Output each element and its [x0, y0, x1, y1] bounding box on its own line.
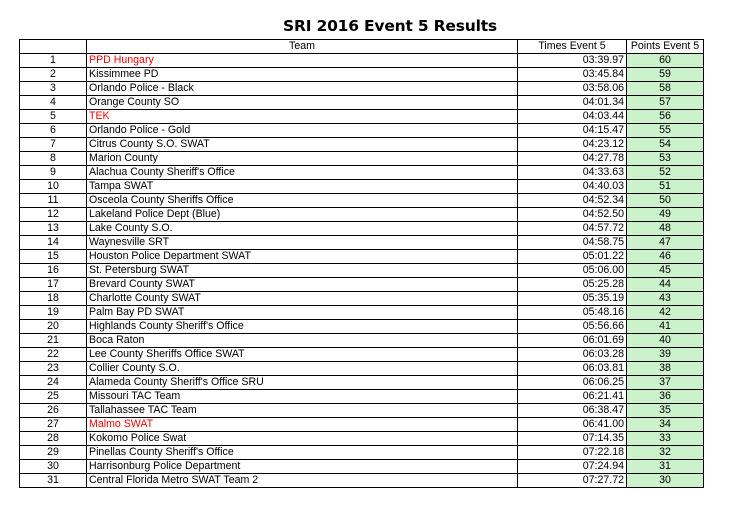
time-cell: 04:03.44 — [518, 110, 627, 124]
table-row — [20, 348, 704, 362]
team-cell: Orlando Police - Gold — [87, 124, 518, 138]
points-cell: 41 — [627, 320, 704, 334]
points-cell: 52 — [627, 166, 704, 180]
table-row — [20, 474, 704, 488]
table-row — [20, 390, 704, 404]
points-cell: 42 — [627, 306, 704, 320]
rank-cell: 14 — [20, 236, 87, 250]
team-cell: Kissimmee PD — [87, 68, 518, 82]
time-cell: 03:58.06 — [518, 82, 627, 96]
rank-cell: 4 — [20, 96, 87, 110]
time-cell: 06:01.69 — [518, 334, 627, 348]
results-body — [20, 54, 704, 488]
team-cell: Central Florida Metro SWAT Team 2 — [87, 474, 518, 488]
points-cell: 38 — [627, 362, 704, 376]
time-cell: 07:24.94 — [518, 460, 627, 474]
rank-cell: 23 — [20, 362, 87, 376]
time-cell: 06:03.81 — [518, 362, 627, 376]
points-cell: 31 — [627, 460, 704, 474]
time-cell: 07:27.72 — [518, 474, 627, 488]
points-cell: 57 — [627, 96, 704, 110]
time-cell: 05:25.28 — [518, 278, 627, 292]
team-cell: Harrisonburg Police Department — [87, 460, 518, 474]
points-cell: 54 — [627, 138, 704, 152]
points-cell: 47 — [627, 236, 704, 250]
rank-cell: 29 — [20, 446, 87, 460]
points-cell: 51 — [627, 180, 704, 194]
points-cell: 49 — [627, 208, 704, 222]
time-cell: 04:57.72 — [518, 222, 627, 236]
results-table — [19, 39, 704, 488]
rank-cell: 18 — [20, 292, 87, 306]
time-cell: 03:45.84 — [518, 68, 627, 82]
rank-cell: 8 — [20, 152, 87, 166]
table-row — [20, 194, 704, 208]
points-cell: 37 — [627, 376, 704, 390]
rank-cell: 28 — [20, 432, 87, 446]
time-cell: 04:01.34 — [518, 96, 627, 110]
table-row — [20, 180, 704, 194]
table-row — [20, 54, 704, 68]
points-cell: 39 — [627, 348, 704, 362]
rank-cell: 20 — [20, 320, 87, 334]
points-cell: 59 — [627, 68, 704, 82]
table-row — [20, 278, 704, 292]
team-cell: PPD Hungary — [87, 54, 518, 68]
team-cell: Lee County Sheriffs Office SWAT — [87, 348, 518, 362]
time-cell: 05:56.66 — [518, 320, 627, 334]
table-row — [20, 166, 704, 180]
rank-cell: 13 — [20, 222, 87, 236]
table-row — [20, 124, 704, 138]
time-cell: 06:21.41 — [518, 390, 627, 404]
team-cell: Brevard County SWAT — [87, 278, 518, 292]
rank-cell: 10 — [20, 180, 87, 194]
team-cell: Tampa SWAT — [87, 180, 518, 194]
rank-cell: 22 — [20, 348, 87, 362]
rank-cell: 16 — [20, 264, 87, 278]
rank-cell: 17 — [20, 278, 87, 292]
table-row — [20, 208, 704, 222]
points-cell: 32 — [627, 446, 704, 460]
rank-cell: 19 — [20, 306, 87, 320]
points-cell: 44 — [627, 278, 704, 292]
table-row — [20, 334, 704, 348]
points-cell: 45 — [627, 264, 704, 278]
time-cell: 05:35.19 — [518, 292, 627, 306]
time-cell: 04:15.47 — [518, 124, 627, 138]
column-header-time: Times Event 5 — [518, 40, 627, 54]
time-cell: 03:39.97 — [518, 54, 627, 68]
team-cell: Lakeland Police Dept (Blue) — [87, 208, 518, 222]
points-cell: 43 — [627, 292, 704, 306]
time-cell: 05:01.22 — [518, 250, 627, 264]
team-cell: Houston Police Department SWAT — [87, 250, 518, 264]
team-cell: Tallahassee TAC Team — [87, 404, 518, 418]
points-cell: 34 — [627, 418, 704, 432]
time-cell: 06:03.28 — [518, 348, 627, 362]
team-cell: Charlotte County SWAT — [87, 292, 518, 306]
rank-cell: 7 — [20, 138, 87, 152]
points-cell: 33 — [627, 432, 704, 446]
column-header-rank — [20, 40, 87, 54]
table-header-row — [20, 40, 704, 54]
table-row — [20, 292, 704, 306]
points-cell: 60 — [627, 54, 704, 68]
points-cell: 36 — [627, 390, 704, 404]
team-cell: Citrus County S.O. SWAT — [87, 138, 518, 152]
time-cell: 04:52.34 — [518, 194, 627, 208]
table-row — [20, 432, 704, 446]
table-row — [20, 250, 704, 264]
table-row — [20, 418, 704, 432]
time-cell: 04:33.63 — [518, 166, 627, 180]
points-cell: 55 — [627, 124, 704, 138]
rank-cell: 3 — [20, 82, 87, 96]
table-row — [20, 320, 704, 334]
time-cell: 07:14.35 — [518, 432, 627, 446]
team-cell: Highlands County Sheriff's Office — [87, 320, 518, 334]
rank-cell: 5 — [20, 110, 87, 124]
team-cell: Orange County SO — [87, 96, 518, 110]
table-row — [20, 222, 704, 236]
team-cell: Boca Raton — [87, 334, 518, 348]
column-header-team: Team — [87, 40, 518, 54]
time-cell: 04:23.12 — [518, 138, 627, 152]
team-cell: Kokomo Police Swat — [87, 432, 518, 446]
table-row — [20, 460, 704, 474]
rank-cell: 26 — [20, 404, 87, 418]
table-row — [20, 110, 704, 124]
time-cell: 04:52.50 — [518, 208, 627, 222]
team-cell: Alachua County Sheriff's Office — [87, 166, 518, 180]
points-cell: 50 — [627, 194, 704, 208]
time-cell: 04:40.03 — [518, 180, 627, 194]
team-cell: TEK — [87, 110, 518, 124]
rank-cell: 27 — [20, 418, 87, 432]
rank-cell: 30 — [20, 460, 87, 474]
column-header-points: Points Event 5 — [627, 40, 704, 54]
time-cell: 06:38.47 — [518, 404, 627, 418]
table-row — [20, 404, 704, 418]
points-cell: 35 — [627, 404, 704, 418]
time-cell: 06:41.00 — [518, 418, 627, 432]
team-cell: Lake County S.O. — [87, 222, 518, 236]
team-cell: Orlando Police - Black — [87, 82, 518, 96]
points-cell: 48 — [627, 222, 704, 236]
team-cell: Pinellas County Sheriff's Office — [87, 446, 518, 460]
points-cell: 53 — [627, 152, 704, 166]
rank-cell: 24 — [20, 376, 87, 390]
team-cell: Malmo SWAT — [87, 418, 518, 432]
table-row — [20, 68, 704, 82]
rank-cell: 11 — [20, 194, 87, 208]
table-row — [20, 264, 704, 278]
table-row — [20, 138, 704, 152]
table-row — [20, 446, 704, 460]
points-cell: 30 — [627, 474, 704, 488]
rank-cell: 1 — [20, 54, 87, 68]
rank-cell: 6 — [20, 124, 87, 138]
points-cell: 40 — [627, 334, 704, 348]
rank-cell: 31 — [20, 474, 87, 488]
rank-cell: 25 — [20, 390, 87, 404]
time-cell: 06:06.25 — [518, 376, 627, 390]
points-cell: 58 — [627, 82, 704, 96]
points-cell: 56 — [627, 110, 704, 124]
table-row — [20, 362, 704, 376]
team-cell: Missouri TAC Team — [87, 390, 518, 404]
team-cell: St. Petersburg SWAT — [87, 264, 518, 278]
table-row — [20, 96, 704, 110]
rank-cell: 9 — [20, 166, 87, 180]
team-cell: Osceola County Sheriffs Office — [87, 194, 518, 208]
team-cell: Waynesville SRT — [87, 236, 518, 250]
team-cell: Palm Bay PD SWAT — [87, 306, 518, 320]
rank-cell: 15 — [20, 250, 87, 264]
team-cell: Collier County S.O. — [87, 362, 518, 376]
time-cell: 07:22.18 — [518, 446, 627, 460]
time-cell: 04:27.78 — [518, 152, 627, 166]
table-row — [20, 152, 704, 166]
table-row — [20, 236, 704, 250]
table-row — [20, 82, 704, 96]
team-cell: Alameda County Sheriff's Office SRU — [87, 376, 518, 390]
rank-cell: 12 — [20, 208, 87, 222]
page-title: SRI 2016 Event 5 Results — [283, 17, 497, 35]
time-cell: 05:48.16 — [518, 306, 627, 320]
rank-cell: 2 — [20, 68, 87, 82]
time-cell: 05:06.00 — [518, 264, 627, 278]
team-cell: Marion County — [87, 152, 518, 166]
time-cell: 04:58.75 — [518, 236, 627, 250]
table-row — [20, 376, 704, 390]
points-cell: 46 — [627, 250, 704, 264]
table-row — [20, 306, 704, 320]
rank-cell: 21 — [20, 334, 87, 348]
